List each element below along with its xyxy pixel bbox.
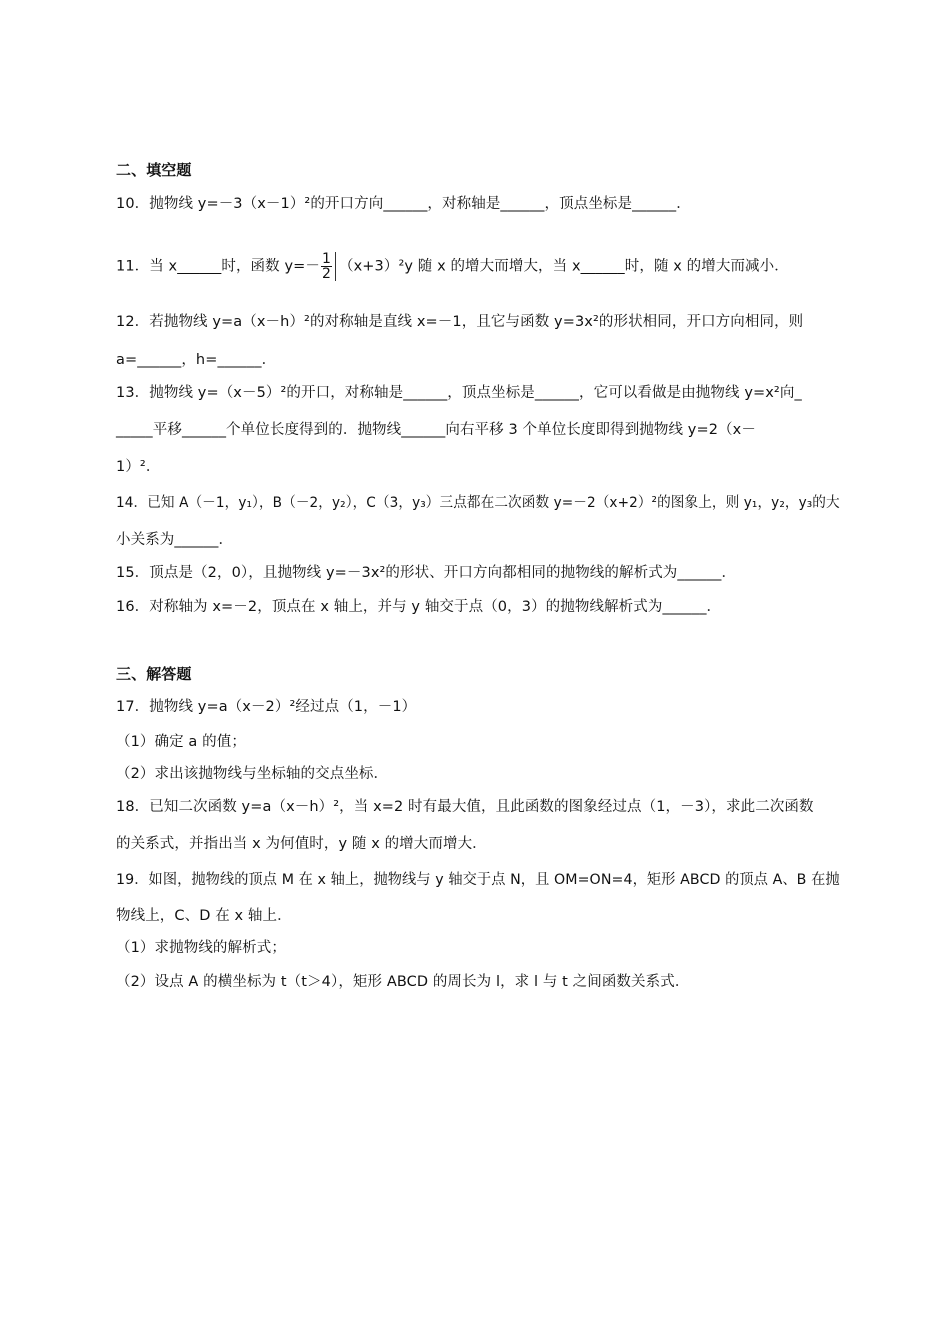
section-title-fill-in: 二、填空题	[116, 161, 192, 179]
section-title-answer: 三、解答题	[116, 665, 192, 683]
question-12-line-1: 12．若抛物线 y=a（x－h）²的对称轴是直线 x=－1，且它与函数 y=3x²的形状相同，开口方向相同，则	[116, 314, 804, 330]
question-11	[116, 252, 789, 281]
question-10: 10．抛物线 y=－3（x－1）²的开口方向______，对称轴是______，顶点坐标是______．	[116, 196, 691, 212]
question-17-line-1: 17．抛物线 y=a（x－2）²经过点（1，－1）	[116, 699, 417, 715]
question-18-line-1: 18．已知二次函数 y=a（x－h）²，当 x=2 时有最大值，且此函数的图象经过点（1，－3），求此二次函数	[116, 799, 814, 815]
question-13-line-1: 13．抛物线 y=（x－5）²的开口，对称轴是______，顶点坐标是______，它可以看做是由抛物线 y=x²向_	[116, 385, 802, 401]
question-17-part-1: （1）确定 a 的值；	[116, 734, 246, 750]
question-13-line-2: _____平移______个单位长度得到的．抛物线______向右平移 3 个单位长度即得到抛物线 y=2（x－	[116, 422, 756, 438]
fraction-denominator: 2	[321, 266, 331, 282]
question-12-line-2: a=______，h=______．	[116, 352, 277, 368]
question-14-line-2: 小关系为______．	[116, 532, 234, 548]
question-19-part-2: （2）设点 A 的横坐标为 t（t＞4），矩形 ABCD 的周长为 l，求 l 与 t 之间函数关系式．	[116, 974, 690, 990]
question-19-part-1: （1）求抛物线的解析式；	[116, 940, 286, 956]
fraction-one-half	[321, 252, 336, 281]
question-18-line-2: 的关系式，并指出当 x 为何值时，y 随 x 的增大而增大．	[116, 836, 487, 852]
question-17-part-2: （2）求出该抛物线与坐标轴的交点坐标．	[116, 766, 389, 782]
question-15: 15．顶点是（2，0），且抛物线 y=－3x²的形状、开口方向都相同的抛物线的解析式为______．	[116, 565, 737, 581]
question-16: 16．对称轴为 x=－2，顶点在 x 轴上，并与 y 轴交于点（0，3）的抛物线解析式为______．	[116, 599, 722, 615]
question-13-line-3: 1）²．	[116, 459, 161, 475]
question-11-pre: 11．当 x______时，函数 y=－	[116, 258, 320, 275]
fraction-numerator: 1	[321, 251, 331, 267]
question-19-line-1: 19．如图，抛物线的顶点 M 在 x 轴上，抛物线与 y 轴交于点 N，且 OM=ON=4，矩形 ABCD 的顶点 A、B 在抛	[116, 872, 840, 888]
question-11-post: （x+3）²y 随 x 的增大而增大，当 x______时，随 x 的增大而减小．	[339, 258, 789, 275]
question-14-line-1: 14．已知 A（－1，y₁），B（－2，y₂），C（3，y₃）三点都在二次函数 y=－2（x+2）²的图象上，则 y₁，y₂，y₃的大	[116, 495, 840, 511]
question-19-line-2: 物线上，C、D 在 x 轴上．	[116, 908, 292, 924]
